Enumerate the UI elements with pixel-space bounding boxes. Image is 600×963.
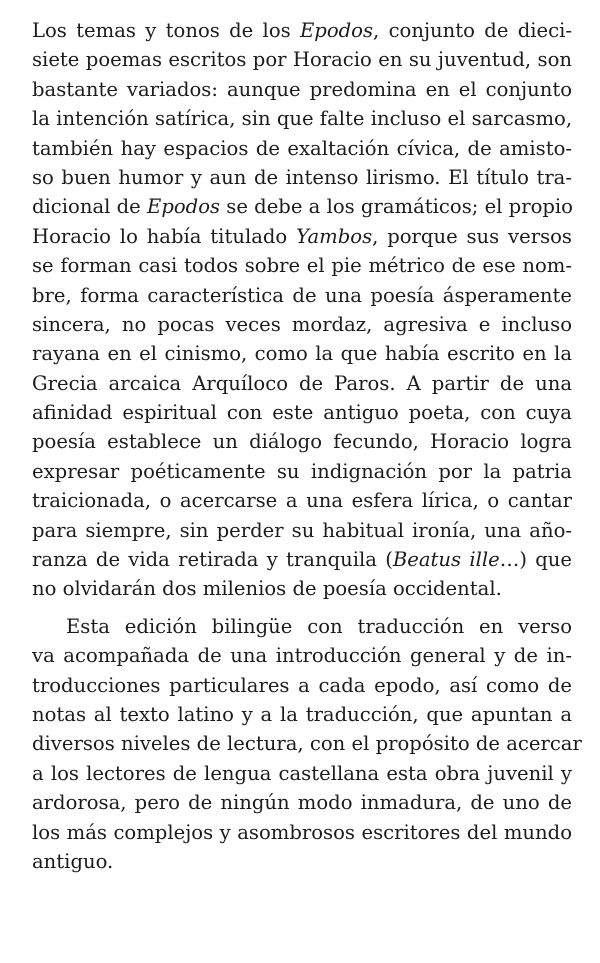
- text-line: [32, 847, 572, 876]
- text-line: [32, 281, 572, 310]
- text-segment: Los temas y tonos de los: [32, 19, 300, 42]
- text-line: [32, 369, 572, 398]
- text-segment: va acompañada de una introducción general y de in-: [32, 644, 572, 668]
- text-line: [32, 759, 572, 788]
- text-segment: traicionada, o acercarse a una esfera lírica, o cantar: [32, 489, 572, 513]
- text-line: [32, 310, 572, 339]
- text-line: [32, 222, 572, 251]
- text-segment: siete poemas escritos por Horacio en su juventud, son: [32, 48, 572, 72]
- text-line: [32, 45, 572, 74]
- text-segment: se debe a los gramáticos; el propio: [220, 195, 573, 219]
- text-segment: bre, forma característica de una poesía ásperamente: [32, 283, 572, 307]
- text-line: [32, 16, 572, 45]
- text-line: [32, 574, 572, 603]
- text-line: [32, 163, 572, 192]
- paragraph-1: [32, 16, 572, 604]
- text-segment: so buen humor y aun de intenso lirismo. El título tra-: [32, 165, 572, 189]
- text-segment: ardorosa, pero de ningún modo inmadura, de uno de: [32, 791, 572, 815]
- text-segment: ranza de vida retirada y tranquila (: [32, 548, 393, 572]
- text-segment: dicional de: [32, 195, 148, 219]
- text-segment: …) que: [499, 548, 572, 572]
- text-line: [32, 700, 572, 729]
- italic-title-text: Epodos: [300, 19, 374, 42]
- paragraph-2: [32, 612, 582, 877]
- text-segment: a los lectores de lengua castellana esta obra juvenil y: [32, 761, 572, 785]
- text-line: [32, 251, 572, 280]
- text-segment: expresar poéticamente su indignación por la patria: [32, 459, 572, 483]
- text-line: [32, 641, 572, 670]
- text-line: [32, 545, 572, 574]
- text-segment: sincera, no pocas veces mordaz, agresiva e incluso: [32, 312, 572, 336]
- text-line: [32, 427, 572, 456]
- text-line: [32, 134, 572, 163]
- text-segment: no olvidarán dos milenios de poesía occidental.: [32, 577, 502, 601]
- text-segment: Grecia arcaica Arquíloco de Paros. A partir de una: [32, 371, 572, 395]
- text-segment: Horacio lo había titulado: [32, 224, 297, 248]
- text-segment: bastante variados: aunque predomina en el conjunto: [32, 77, 572, 101]
- text-segment: , porque sus versos: [372, 224, 572, 248]
- text-line: [32, 612, 572, 641]
- text-line: [32, 104, 572, 133]
- paragraph-gap: [32, 604, 572, 612]
- text-line: [32, 75, 572, 104]
- text-line: [32, 788, 572, 817]
- text-segment: la intención satírica, sin que falte incluso el sarcasmo,: [32, 107, 573, 131]
- text-line: [32, 398, 572, 427]
- text-segment: también hay espacios de exaltación cívica, de amisto-: [32, 136, 572, 160]
- text-segment: poesía establece un diálogo fecundo, Horacio logra: [32, 430, 572, 454]
- text-line: [32, 671, 572, 700]
- text-line: [32, 729, 582, 758]
- text-line: [32, 339, 572, 368]
- text-line: [32, 457, 572, 486]
- text-segment: Esta edición bilingüe con traducción en verso: [66, 614, 572, 638]
- italic-title-text: Epodos: [147, 195, 221, 219]
- text-segment: , conjunto de dieci-: [373, 19, 572, 42]
- text-segment: se forman casi todos sobre el pie métrico de ese nom-: [32, 254, 572, 278]
- description-text: [32, 16, 582, 876]
- text-segment: afinidad espiritual con este antiguo poeta, con cuya: [32, 401, 572, 425]
- italic-title-text: Beatus ille: [392, 548, 500, 572]
- text-line: [32, 192, 572, 221]
- text-line: [32, 486, 572, 515]
- text-segment: troducciones particulares a cada epodo, así como de: [32, 673, 572, 697]
- text-segment: antiguo.: [32, 849, 114, 873]
- text-line: [32, 818, 572, 847]
- text-segment: rayana en el cinismo, como la que había escrito en la: [32, 342, 572, 366]
- italic-title-text: Yambos: [296, 224, 373, 248]
- text-line: [32, 516, 572, 545]
- text-segment: para siempre, sin perder su habitual ironía, una año-: [32, 518, 572, 542]
- text-segment: diversos niveles de lectura, con el propósito de acercar: [32, 732, 582, 756]
- text-segment: los más complejos y asombrosos escritores del mundo: [32, 820, 572, 844]
- text-segment: notas al texto latino y a la traducción, que apuntan a: [32, 702, 572, 726]
